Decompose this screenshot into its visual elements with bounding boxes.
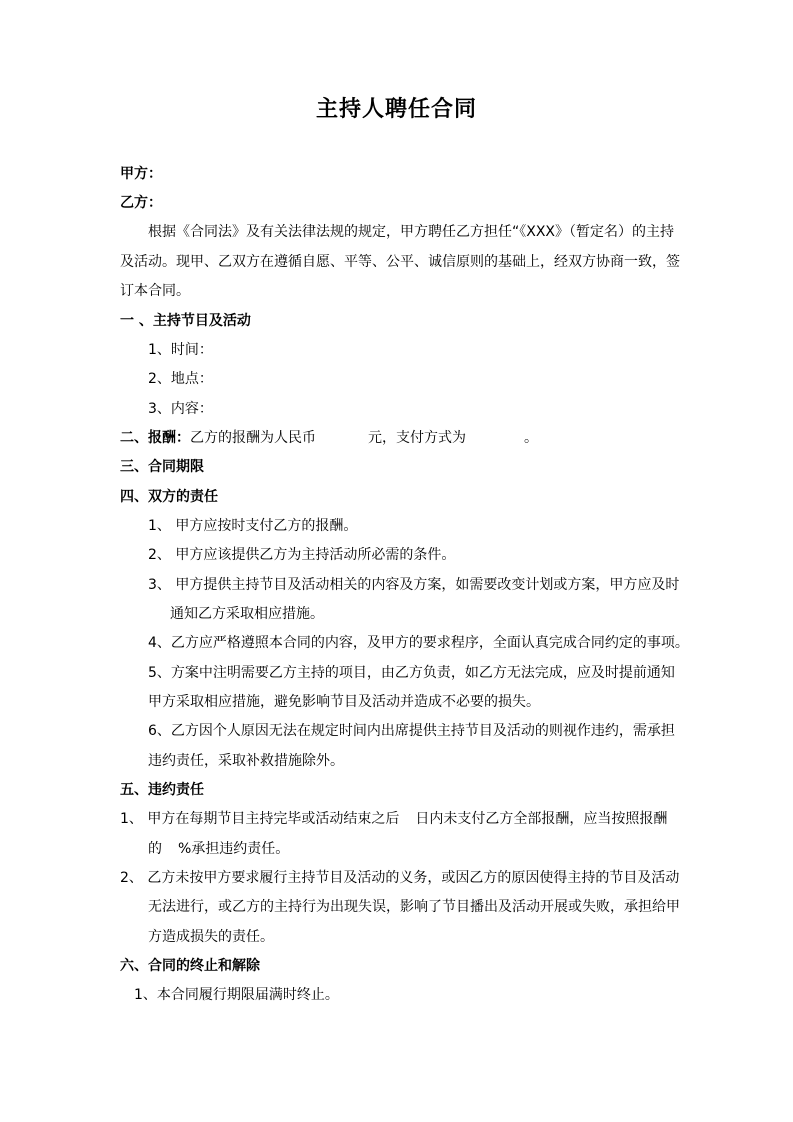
section-5-item-1-line-1 bbox=[120, 809, 667, 829]
intro-line-2: 及活动。现甲、乙双方在遵循自愿、平等、公平、诚信原则的基础上，经双方协商一致，签 bbox=[120, 254, 680, 270]
section-2-line bbox=[120, 428, 538, 448]
section-5-item-1-text-a: 1、 甲方在每期节目主持完毕或活动结束之后 bbox=[120, 811, 400, 827]
section-5-item-1-text-b: 日内未支付乙方全部报酬，应当按照报酬 bbox=[415, 811, 668, 827]
section-4-item-4: 4、乙方应严格遵照本合同的内容，及甲方的要求程序，全面认真完成合同约定的事项。 bbox=[148, 635, 689, 651]
section-4-item-6-line-1: 6、乙方因个人原因无法在规定时间内出席提供主持节目及活动的则视作违约，需承担 bbox=[148, 723, 675, 739]
section-4-item-3-line-2: 通知乙方采取相应措施。 bbox=[170, 606, 324, 622]
section-5-item-2-line-2: 无法进行，或乙方的主持行为出现失误，影响了节目播出及活动开展或失败，承担给甲 bbox=[148, 899, 680, 915]
section-4-item-5-line-1: 5、方案中注明需要乙方主持的项目，由乙方负责，如乙方无法完成，应及时提前通知 bbox=[148, 665, 675, 681]
section-4-item-3-line-1: 3、 甲方提供主持节目及活动相关的内容及方案，如需要改变计划或方案，甲方应及时 bbox=[148, 577, 680, 593]
section-6-item-1: 1、本合同履行期限届满时终止。 bbox=[134, 987, 339, 1003]
section-1-item-content: 3、内容： bbox=[148, 401, 213, 417]
section-4-heading: 四、双方的责任 bbox=[120, 489, 218, 505]
section-4-item-5-line-2: 甲方采取相应措施，避免影响节目及活动并造成不必要的损失。 bbox=[148, 694, 540, 710]
party-a-label: 甲方： bbox=[120, 166, 162, 182]
section-5-item-2-line-1: 2、 乙方未按甲方要求履行主持节目及活动的义务，或因乙方的原因使得主持的节目及活动 bbox=[120, 870, 680, 886]
party-b-label: 乙方： bbox=[120, 195, 162, 211]
section-2-text-c: 。 bbox=[524, 430, 538, 446]
section-5-item-2-line-3: 方造成损失的责任。 bbox=[148, 929, 274, 945]
section-1-item-location: 2、地点： bbox=[148, 371, 213, 387]
section-4-item-2: 2、 甲方应该提供乙方为主持活动所必需的条件。 bbox=[148, 547, 456, 563]
section-2-text-a: 乙方的报酬为人民币 bbox=[190, 430, 316, 446]
section-1-heading: 一 、主持节目及活动 bbox=[120, 313, 251, 329]
section-5-item-1-text-d: %承担违约责任。 bbox=[178, 841, 290, 857]
section-4-item-6-line-2: 违约责任，采取补救措施除外。 bbox=[148, 753, 344, 769]
intro-line-1: 根据《合同法》及有关法律法规的规定，甲方聘任乙方担任“《XXX》（暂定名）的主持 bbox=[148, 224, 675, 240]
section-5-item-1-text-c: 的 bbox=[148, 841, 162, 857]
intro-line-3: 订本合同。 bbox=[120, 283, 190, 299]
section-4-item-1: 1、 甲方应按时支付乙方的报酬。 bbox=[148, 518, 358, 534]
section-2-heading: 二、报酬： bbox=[120, 430, 190, 446]
section-1-item-time: 1、时间： bbox=[148, 342, 213, 358]
document-title: 主持人聘任合同 bbox=[315, 96, 477, 122]
section-3-heading: 三、合同期限 bbox=[120, 459, 204, 475]
section-5-heading: 五、违约责任 bbox=[120, 782, 204, 798]
section-6-heading: 六、合同的终止和解除 bbox=[120, 958, 260, 974]
section-5-item-1-line-2 bbox=[148, 839, 289, 859]
section-2-text-b: 元，支付方式为 bbox=[368, 430, 466, 446]
